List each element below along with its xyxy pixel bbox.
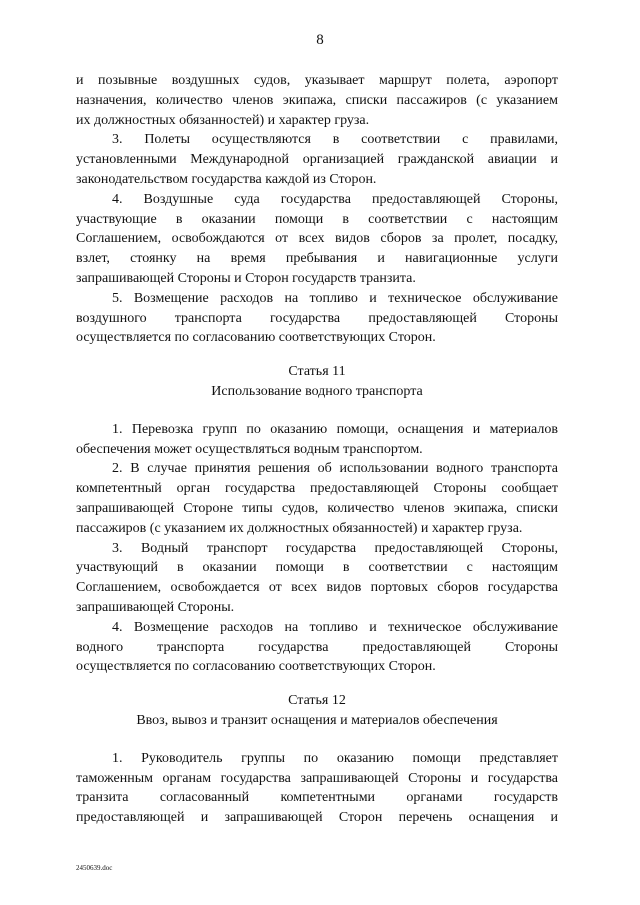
paragraph-line: их должностных обязанностей) и характер груза.: [76, 112, 370, 128]
paragraph-line: назначения, количество членов экипажа, списки пассажиров (с указанием: [76, 92, 558, 108]
paragraph-line: участвующие в оказании помощи в соответствии с настоящим: [76, 211, 558, 227]
file-name-footer: 2450639.doc: [76, 864, 113, 872]
paragraph-line: 1. Перевозка групп по оказанию помощи, оснащения и материалов: [112, 421, 558, 437]
article-number: Статья 12: [288, 693, 346, 709]
paragraph-line: установленными Международной организацией гражданской авиации и: [76, 152, 558, 168]
page-number: 8: [316, 32, 324, 48]
paragraph-line: участвующий в оказании помощи в соответствии с настоящим: [76, 560, 558, 576]
paragraph-line: 5. Возмещение расходов на топливо и техническое обслуживание: [112, 290, 558, 306]
paragraph-line: предоставляющей и запрашивающей Сторон перечень оснащения и: [76, 810, 558, 826]
paragraph-line: осуществляется по согласованию соответствующих Сторон.: [76, 330, 436, 346]
paragraph-line: Соглашением, освобождается от всех видов портовых сборов государства: [76, 580, 558, 596]
paragraph-line: компетентный орган государства предоставляющей Стороны сообщает: [76, 481, 558, 497]
paragraph-line: 2. В случае принятия решения об использовании водного транспорта: [112, 461, 558, 477]
paragraph-line: обеспечения может осуществляться водным транспортом.: [76, 441, 423, 457]
paragraph-line: и позывные воздушных судов, указывает маршрут полета, аэропорт: [76, 73, 558, 88]
paragraph-line: осуществляется по согласованию соответствующих Сторон.: [76, 659, 436, 675]
paragraph-line: 3. Полеты осуществляются в соответствии с правилами,: [112, 132, 558, 148]
article-number: Статья 11: [288, 364, 346, 380]
paragraph-line: 4. Возмещение расходов на топливо и техническое обслуживание: [112, 619, 558, 635]
paragraph-line: водного транспорта государства предоставляющей Стороны: [76, 639, 558, 655]
paragraph-line: 4. Воздушные суда государства предоставляющей Стороны,: [112, 191, 558, 207]
paragraph-line: 1. Руководитель группы по оказанию помощи представляет: [112, 750, 558, 766]
paragraph-line: воздушного транспорта государства предоставляющей Стороны: [76, 310, 558, 326]
paragraph-line: транзита согласованный компетентными органами государств: [76, 790, 558, 806]
paragraph-line: законодательством государства каждой из Сторон.: [76, 171, 377, 187]
paragraph-line: Соглашением, освобождаются от всех видов сборов за пролет, посадку,: [76, 231, 558, 247]
paragraph-line: запрашивающей Стороны.: [76, 599, 235, 615]
paragraph-line: запрашивающей Стороны и Сторон государств транзита.: [76, 270, 416, 286]
article-title: Использование водного транспорта: [211, 383, 423, 399]
article-title: Ввоз, вывоз и транзит оснащения и материалов обеспечения: [136, 712, 498, 728]
paragraph-line: запрашивающей Стороне типы судов, количество членов экипажа, списки: [76, 500, 558, 516]
paragraph-line: 3. Водный транспорт государства предоставляющей Стороны,: [112, 540, 558, 556]
paragraph-line: взлет, стоянку на время пребывания и навигационные услуги: [76, 251, 558, 267]
paragraph-line: таможенным органам государства запрашивающей Стороны и государства: [76, 770, 558, 786]
paragraph-line: пассажиров (с указанием их должностных обязанностей) и характер груза.: [76, 520, 523, 536]
document-body: [76, 71, 558, 828]
